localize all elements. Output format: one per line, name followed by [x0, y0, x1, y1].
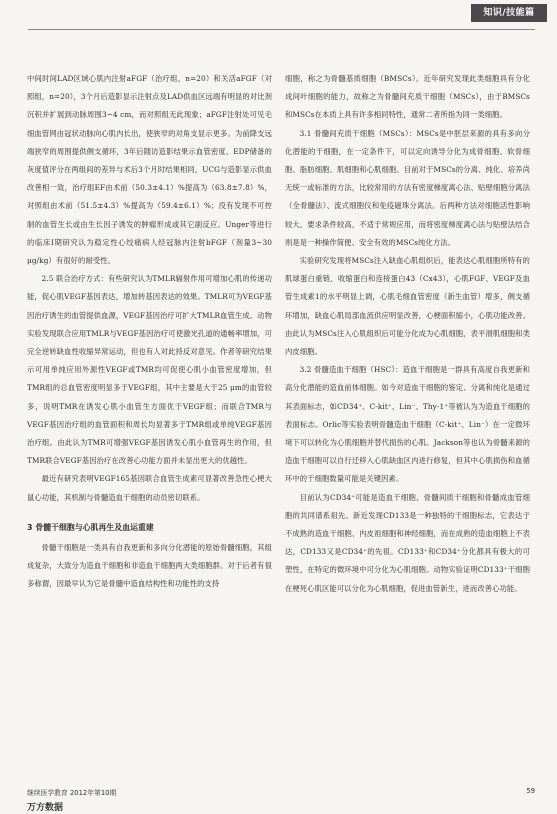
section-heading: 3 骨髓干细胞与心肌再生及血运重建 [27, 522, 154, 532]
body-paragraph: 3.2 骨髓造血干细胞（HSC）：造血干细胞是一群具有高度自我更新和高分化潜能的造血前体细胞。如今对造血干细胞的鉴定、分离和纯化是通过其表面标志，如CD34⁺、C-kit⁺、Lin⁻、Thy-1⁺等被认为为造血干细胞的表面标志。Orlic等实验表明骨髓造血干细胞（C-kit⁺、Lin⁻）在一定微环境下可以转化为心肌细胞并替代损伤的心肌。Jackson等也认为骨髓来源的造血干细胞可以自行迁移入心肌缺血区内进行修复，但其中心肌损伤和血循环中的干细胞数量可能是关键因素。 [285, 365, 530, 484]
running-header [0, 0, 557, 30]
body-paragraph: 骨髓干细胞是一类具有自我更新和多向分化潜能的原始骨髓细胞，其组成复杂，大致分为造血干细胞和非造血干细胞两大类细胞群。对于后者有很多称谓，因最早认为它是骨髓中造血结构性和功能性的支持 [27, 542, 272, 589]
section-tag-label: 知识/技能篇 [483, 8, 535, 18]
database-watermark: 万方数据 [27, 803, 64, 813]
body-paragraph: 中间时间LAD区域心肌内注射aFGF（治疗组，n=20）和关活aFGF（对照组，n=20），3个月后造影显示注射点及LAD供血区远端有明显的对比剂沉积并扩展到动脉周围3~4 cm，而对照组无此现象；aFGF注射处可见毛细血管网由冠状动脉向心肌内长出，使狭窄的对角支显示更多。为前降支远端狭窄的周围提供侧支循环，3年后随访造影结果示血管密度、EDP储备的灰度值评分在两组间的差异与术后3个月时结果相同，UCG与造影显示供血改善相一致，治疗组EF由术前（50.3±4.1）%提高为（63.8±7.8）%，对照组由术前（51.5±4.3）%提高为（59.4±6.1）%；没有发现不可控制的血管生长或由生长因子诱发的肿瘤形成或其它副反应。Unger等进行的临床Ⅰ期研究认为稳定性心绞痛病人经冠脉内注射bFGF（剂量3~30 μg/kg）有很好的耐受性。 [27, 74, 272, 266]
journal-issue: 继续医学教育 2012年第10期 [27, 789, 117, 797]
right-column [285, 70, 530, 598]
section-tag [471, 4, 547, 22]
body-paragraph: 细胞，称之为骨髓基质细胞（BMSCs）。近年研究发现此类细胞具有分化成间叶细胞的能力，故称之为骨髓间充质干细胞（MSCs），由于BMSCs和MSCs在本质上具有许多相同特性，通常二者所指为同一类细胞。 [285, 74, 530, 120]
body-paragraph: 3.1 骨髓间充质干细胞（MSCs）：MSCs是中胚层来源的具有多向分化潜能的干细胞，在一定条件下，可以定向诱导分化为成骨细胞、软骨细胞、脂肪细胞、肌细胞和心肌细胞。目前对于MSCs的分离、纯化、培养尚无统一或标准的方法，比较常用的方法有密度梯度离心法、贴壁细胞分离法（全骨髓法）、流式细胞仪和免疫磁珠分离法。后两种方法对细胞活性影响较大，要求条件较高，不适于常规应用，而将密度梯度离心法与贴壁法结合则是是一种操作简便、安全有效的MSCs纯化方法。 [285, 128, 530, 247]
body-paragraph: 目前认为CD34⁺可能是造血干细胞、骨髓间质干细胞和骨髓成血管细胞的共同谱系祖先。新近发现CD133是一种独特的干细胞标志，它表达于不成熟的造血干细胞、内皮祖细胞和神经细胞，而在成熟的造血细胞上不表达，CD133又是CD34⁺的先祖。CD133⁺和CD34⁺分化都具有极大的可塑性，在特定的微环境中可分化为心肌细胞。动物实验证明CD133⁺干细胞在梗死心肌区能可以分化为心肌细胞，促进血管新生，进而改善心功能。 [285, 492, 530, 593]
body-paragraph: 2.5 联合治疗方式：有些研究认为TMLR辐射作用可增加心肌的传递功能，促心肌VEGF基因表达，增加转基因表达的效果。TMLR可为VEGF基因治疗诱生的血管提供血源，VEGF基因治疗可扩大TMLR血管生成。动物实验发现联合应用TMLR与VEGF基因治疗可使激光孔道的通畅率增加，可完全逆转缺血性收缩异常运动，但也有人对此持反对意见。作者等研究结果示可用单纯应用外源性VEGF或TMR均可促使心肌小血管密度增加，但TMR组的总血管密度明显多于VEGF组，其中主要是大于25 μm的血管较多，说明TMR在诱发心肌小血管生方面优于VEGF组；而联合TMR与VEGF基因治疗组的血管面积和周长均显著多于TMR组或单纯VEGF基因治疗组。由此认为TMR可增强VEGF基因诱发心肌小血管再生的作用，但TMR联合VEGF基因治疗在改善心功能方面并未显出更大的优越性。 [27, 274, 272, 466]
page-number: 59 [526, 787, 535, 795]
body-paragraph: 实验研究发现将MSCs注入缺血心肌组织后，能表达心肌细胞所特有的肌球蛋白重链、收缩蛋白和连接蛋白43（Cx43），心肌FGF、VEGF及血管生成素1的水平明显上调，心肌毛细血管密度（新生血管）增多，侧支循环增加，缺血心肌局部血流供应明显改善，心梗面积缩小，心肌功能改善。由此认为MSCs注入心肌组织后可能分化成为心肌细胞，表平滑肌细胞和类内皮细胞。 [285, 256, 530, 357]
header-rule [28, 29, 535, 30]
page-footer [27, 787, 535, 801]
body-paragraph: 最近有研究表明VEGF165基因联合血管生成素可显著改善急性心梗大鼠心功能，其机制与骨髓造血干细胞的动员密切联系。 [27, 474, 272, 502]
left-column [27, 70, 272, 593]
